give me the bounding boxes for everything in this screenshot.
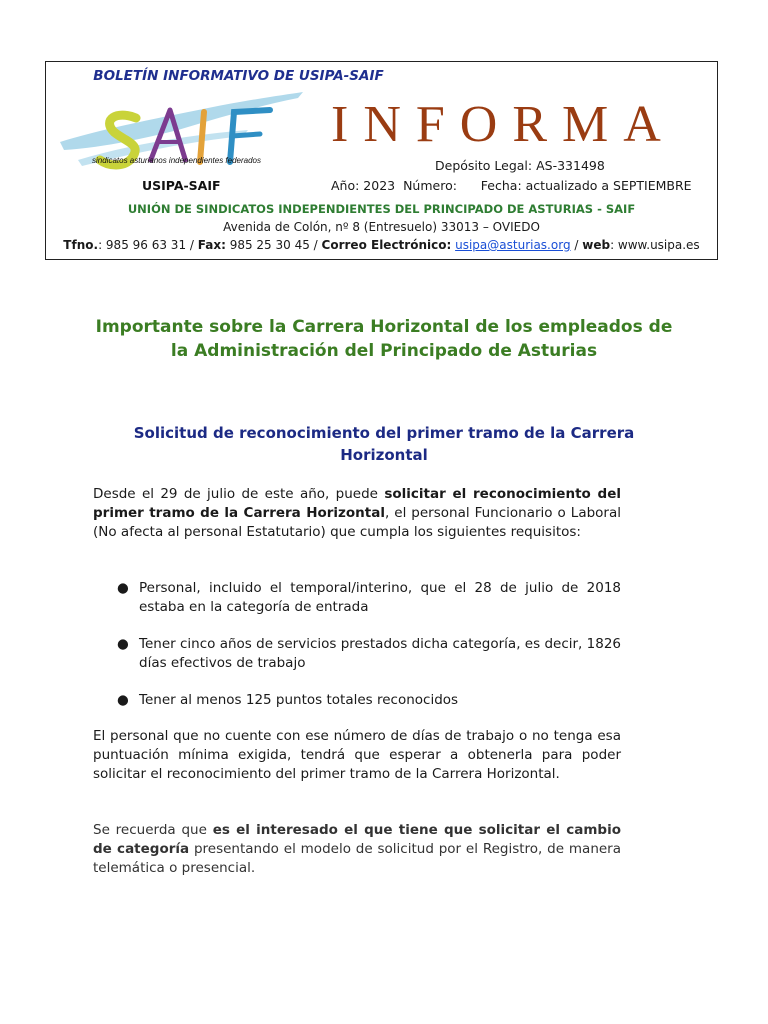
web-value: : www.usipa.es (610, 238, 700, 252)
meta-row (331, 178, 692, 193)
contact-line (46, 238, 717, 252)
list-item-text: Tener cinco años de servicios prestados dicha categoría, es decir, 1826 días efectivos de trabajo (139, 636, 621, 671)
bullet-icon: ● (117, 580, 129, 596)
sub-title: Solicitud de reconocimiento del primer tramo de la Carrera Horizontal (133, 424, 635, 464)
web-separator: / (570, 238, 583, 252)
email-link[interactable]: usipa@asturias.org (455, 238, 571, 252)
union-line: UNIÓN DE SINDICATOS INDEPENDIENTES DEL PRINCIPADO DE ASTURIAS - SAIF (127, 202, 636, 216)
paragraph-reminder-bold: es el interesado el que tiene que solicitar el cambio de categoría (93, 822, 621, 857)
paragraph-reminder-post: presentando el modelo de solicitud por el Registro, de manera telemática o presencial. (93, 841, 622, 876)
bullet-icon: ● (117, 692, 129, 708)
paragraph-reminder (93, 821, 621, 878)
web-label: web (582, 238, 611, 252)
number-label: Número: (403, 178, 457, 193)
deposito-legal: Depósito Legal: AS-331498 (435, 158, 605, 173)
list-item-text: Tener al menos 125 puntos totales reconocidos (139, 692, 459, 708)
header-box (45, 61, 718, 260)
bullet-icon: ● (117, 636, 129, 652)
logo-name: USIPA-SAIF (142, 178, 221, 193)
informa-heading: INFORMA (331, 96, 676, 153)
tfno-label: Tfno. (63, 238, 99, 252)
paragraph-reminder-pre: Se recuerda que (93, 822, 213, 838)
fax-value: 985 25 30 45 / (225, 238, 322, 252)
tfno-value: : 985 96 63 31 / (98, 238, 198, 252)
paragraph-intro-pre: Desde el 29 de julio de este año, puede (93, 486, 385, 502)
address-line: Avenida de Colón, nº 8 (Entresuelo) 33013 – OVIEDO (223, 220, 540, 234)
logo-subtitle: sindicatos asturianos independientes federados (92, 156, 262, 165)
bulletin-title: BOLETÍN INFORMATIVO DE USIPA-SAIF (93, 68, 384, 84)
fecha-label: Fecha: actualizado a SEPTIEMBRE (480, 178, 692, 193)
email-label: Correo Electrónico: (321, 238, 452, 252)
main-title: Importante sobre la Carrera Horizontal de los empleados de la Administración del Principado de Asturias (95, 317, 673, 361)
paragraph-intro-post: , el personal Funcionario o Laboral (No afecta al personal Estatutario) que cumpla los siguientes requisitos: (93, 505, 621, 540)
paragraph-requirements: El personal que no cuente con ese número de días de trabajo o no tenga esa puntuación mínima exigida, tendrá que esperar a obtenerla para poder solicitar el reconocimiento del primer tramo de la Carrera Horizontal. (93, 728, 621, 782)
paragraph-intro-bold: solicitar el reconocimiento del primer tramo de la Carrera Horizontal (93, 486, 621, 521)
list-item-text: Personal, incluido el temporal/interino, que el 28 de julio de 2018 estaba en la categoría de entrada (139, 580, 621, 615)
fax-label: Fax: (197, 238, 226, 252)
year-label: Año: 2023 (331, 178, 396, 193)
paragraph-intro (93, 485, 621, 542)
